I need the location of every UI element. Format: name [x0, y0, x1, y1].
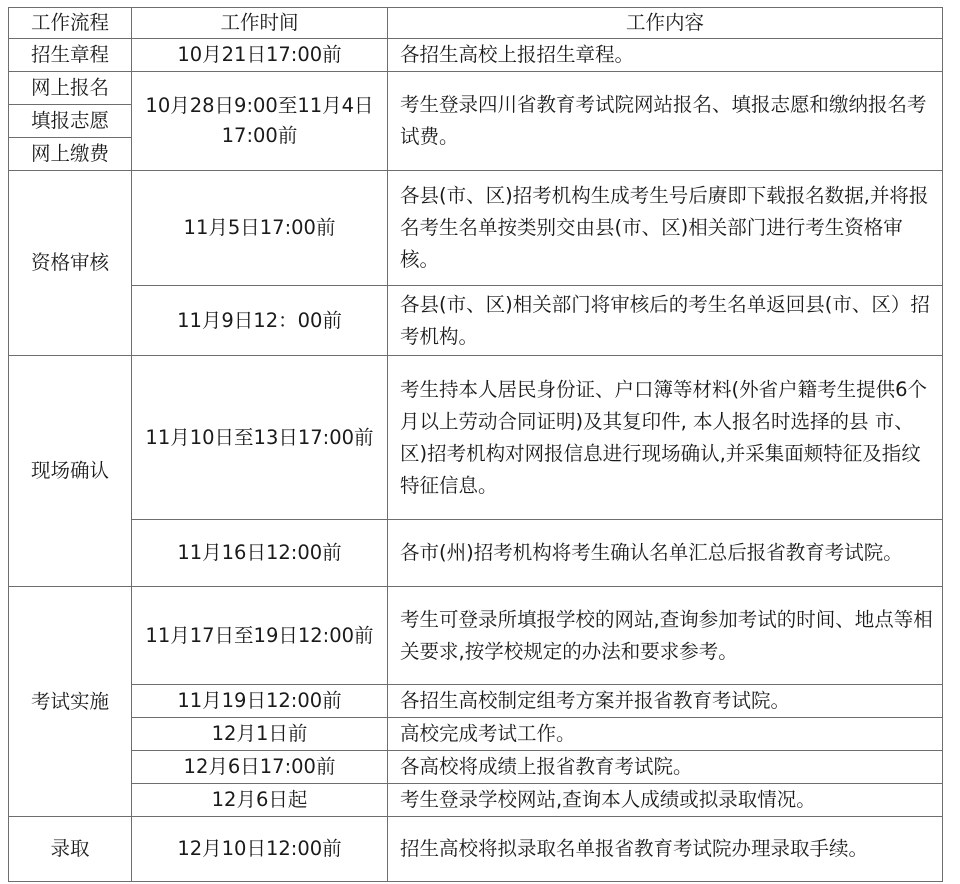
- content-cell: 考生持本人居民身份证、户口簿等材料(外省户籍考生提供6个月以上劳动合同证明)及其复印件, 本人报名时选择的县 市、区)招考机构对网报信息进行现场确认,并采集面颊特征及指纹特征信息。: [388, 356, 943, 520]
- time-cell: 11月5日17:00前: [132, 171, 388, 286]
- stage-cell: 网上缴费: [9, 138, 132, 171]
- stage-cell: 网上报名: [9, 72, 132, 105]
- time-cell: 10月21日17:00前: [132, 39, 388, 72]
- stage-cell: 录取: [9, 817, 132, 882]
- table-row: [9, 817, 943, 882]
- time-cell: 11月17日至19日12:00前: [132, 587, 388, 685]
- stage-cell: 招生章程: [9, 39, 132, 72]
- table-row: [9, 751, 943, 784]
- content-cell: 考生可登录所填报学校的网站,查询参加考试的时间、地点等相关要求,按学校规定的办法和要求参考。: [388, 587, 943, 685]
- header-content: 工作内容: [388, 8, 943, 39]
- content-cell: 考生登录学校网站,查询本人成绩或拟录取情况。: [388, 784, 943, 817]
- table-row: [9, 587, 943, 685]
- header-row: [9, 8, 943, 39]
- content-cell: 高校完成考试工作。: [388, 718, 943, 751]
- stage-cell: 考试实施: [9, 587, 132, 817]
- stage-cell: 资格审核: [9, 171, 132, 356]
- table-row: [9, 39, 943, 72]
- table-row: [9, 685, 943, 718]
- time-cell: 12月1日前: [132, 718, 388, 751]
- time-cell: 12月6日17:00前: [132, 751, 388, 784]
- content-cell: 各招生高校制定组考方案并报省教育考试院。: [388, 685, 943, 718]
- table-row: [9, 718, 943, 751]
- content-cell: 各县(市、区)相关部门将审核后的考生名单返回县(市、区）招考机构。: [388, 286, 943, 356]
- table-row: [9, 520, 943, 587]
- header-time: 工作时间: [132, 8, 388, 39]
- stage-cell: 填报志愿: [9, 105, 132, 138]
- content-cell: 各高校将成绩上报省教育考试院。: [388, 751, 943, 784]
- content-cell: 各招生高校上报招生章程。: [388, 39, 943, 72]
- table-row: [9, 171, 943, 286]
- table-row: [9, 72, 943, 105]
- time-cell: 10月28日9:00至11月4日17:00前: [132, 72, 388, 171]
- time-cell: 11月9日12：00前: [132, 286, 388, 356]
- time-cell: 12月6日起: [132, 784, 388, 817]
- table-row: [9, 784, 943, 817]
- enrollment-schedule-table: [8, 7, 943, 882]
- content-cell: 招生高校将拟录取名单报省教育考试院办理录取手续。: [388, 817, 943, 882]
- table-row: [9, 356, 943, 520]
- content-cell: 各市(州)招考机构将考生确认名单汇总后报省教育考试院。: [388, 520, 943, 587]
- content-cell: 各县(市、区)招考机构生成考生号后赓即下载报名数据,并将报名考生名单按类别交由县(市、区)相关部门进行考生资格审核。: [388, 171, 943, 286]
- time-cell: 11月10日至13日17:00前: [132, 356, 388, 520]
- time-cell: 11月16日12:00前: [132, 520, 388, 587]
- time-cell: 11月19日12:00前: [132, 685, 388, 718]
- time-cell: 12月10日12:00前: [132, 817, 388, 882]
- stage-cell: 现场确认: [9, 356, 132, 587]
- content-cell: 考生登录四川省教育考试院网站报名、填报志愿和缴纳报名考试费。: [388, 72, 943, 171]
- header-stage: 工作流程: [9, 8, 132, 39]
- table-row: [9, 286, 943, 356]
